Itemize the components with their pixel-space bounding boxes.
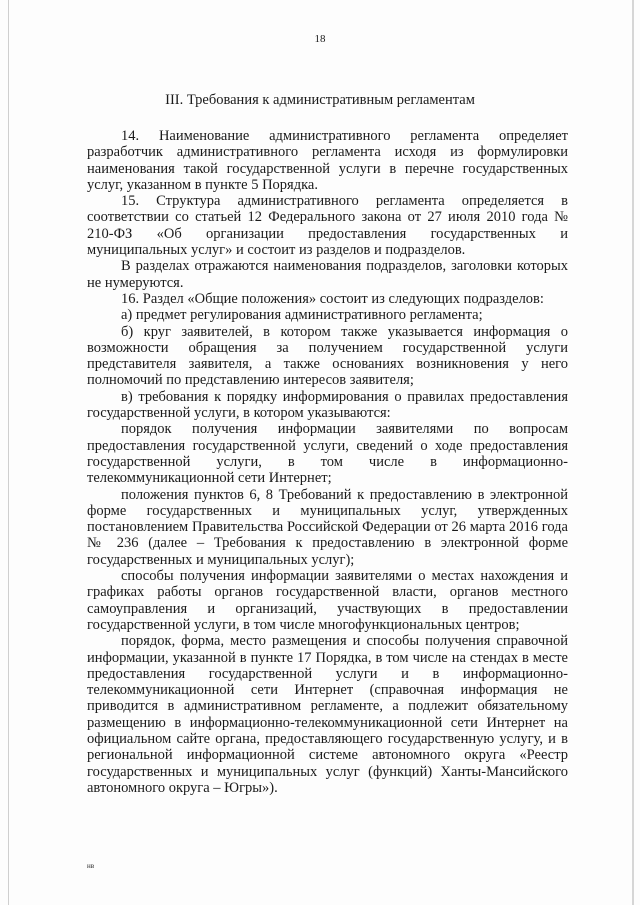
list-item-b: б) круг заявителей, в котором также указывается информация о возможности обращения за получением государственной услуги представителя заявителя, а также основаниях возникновения у него полномочий по представлению интересов заявителя;: [87, 323, 568, 389]
section-heading: III. Требования к административным регламентам: [165, 92, 475, 108]
page-edge-right: [632, 0, 634, 905]
paragraph-16: 16. Раздел «Общие положения» состоит из следующих подразделов:: [121, 290, 544, 307]
subitem-location-methods: способы получения информации заявителями о местах нахождения и графиках работы органов государственной власти, органов местного самоуправления и организаций, участвующих в предоставлении государственной услуги, в том числе многофункциональных центров;: [87, 568, 568, 633]
body-text: [87, 128, 568, 796]
subitem-reference-info: порядок, форма, место размещения и способы получения справочной информации, указанной в пункте 17 Порядка, в том числе на стендах в месте предоставления государственной услуги и в информационно-телекоммуникационной сети Интернет (справочная информация не приводится в административном регламенте, а подлежит обязательному размещению в информационно-телекоммуникационной сети Интернет на официальном сайте органа, предоставляющего государственную услугу, и в региональной информационной системе автономного округа «Реестр государственных и муниципальных услуг (функций) Ханты-Мансийского автономного округа – Югры»).: [87, 633, 568, 796]
page-number: 18: [314, 33, 326, 45]
page-edge-left: [8, 0, 9, 905]
list-item-a: а) предмет регулирования административного регламента;: [121, 307, 483, 324]
list-item-v: в) требования к порядку информирования о правилах предоставления государственной услуги, в котором указываются:: [87, 388, 568, 422]
subitem-info-procedure: порядок получения информации заявителями по вопросам предоставления государственной услуги, сведений о ходе предоставления государственной услуги, в том числе в информационно-телекоммуникационной сети Интернет;: [87, 421, 568, 487]
subitem-electronic-form: положения пунктов 6, 8 Требований к предоставлению в электронной форме государственных и муниципальных услуг, утвержденных постановлением Правительства Российской Федерации от 26 марта 2016 года № 236 (далее – Требования к предоставлению в электронной форме государственных и муниципальных услуг);: [87, 486, 568, 568]
footer-code: нв: [87, 862, 95, 870]
paragraph-sections-note: В разделах отражаются наименования подразделов, заголовки которых не нумеруются.: [87, 258, 568, 291]
paragraph-15: 15. Структура административного регламента определяется в соответствии со статьей 12 Федерального закона от 27 июля 2010 года № 210-ФЗ «Об организации предоставления государственных и муниципальных услуг» и состоит из разделов и подразделов.: [87, 193, 568, 259]
paragraph-14: 14. Наименование административного регламента определяет разработчик административного регламента исходя из формулировки наименования такой государственной услуги в перечне государственных услуг, указанном в пункте 5 Порядка.: [87, 128, 568, 193]
